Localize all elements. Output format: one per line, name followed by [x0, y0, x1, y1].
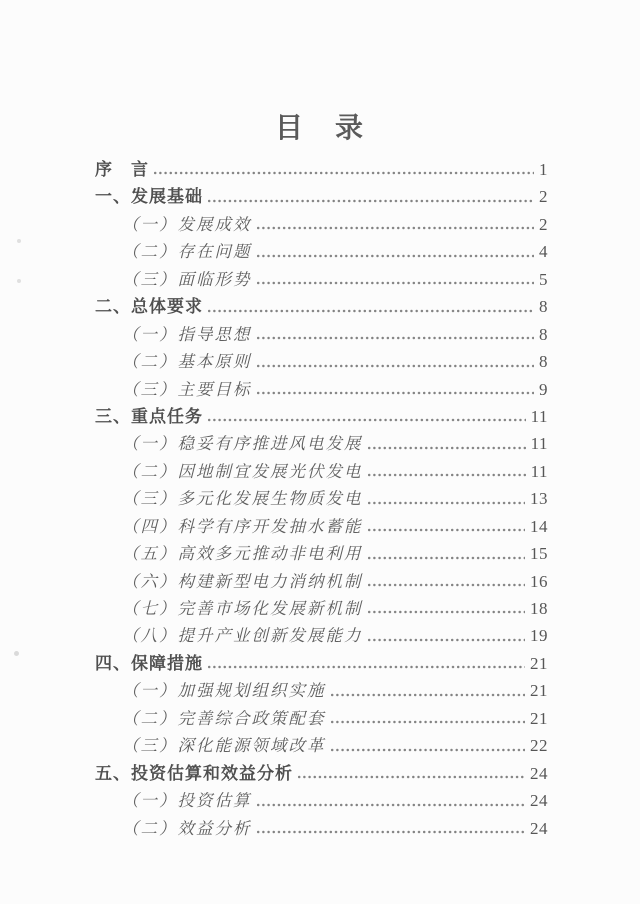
dot-leader-icon: [368, 473, 526, 477]
dot-leader-icon: [368, 556, 526, 560]
toc-entry-label: （三）主要目标: [122, 379, 252, 399]
toc-entry: [95, 595, 548, 622]
toc-entry-page-number: 18: [530, 599, 548, 618]
toc-entry: [95, 760, 548, 787]
scan-speck: [14, 651, 19, 656]
toc-entry-page-number: 2: [539, 214, 548, 234]
dot-leader-icon: [368, 501, 526, 505]
dot-leader-icon: [257, 336, 535, 340]
toc-entry-page-number: 15: [530, 544, 548, 564]
toc-entry-label: （一）指导思想: [122, 324, 252, 344]
toc-entry-label: （二）完善综合政策配套: [122, 708, 326, 728]
toc-entry: [95, 485, 548, 512]
toc-entry: [95, 376, 548, 403]
toc-entry-label: （二）因地制宜发展光伏发电: [122, 461, 363, 481]
toc-entry-page-number: 14: [530, 516, 548, 536]
dot-leader-icon: [298, 775, 525, 779]
toc-entry-page-number: 22: [530, 736, 548, 756]
toc-entry-label: （三）面临形势: [122, 269, 252, 289]
dot-leader-icon: [368, 446, 526, 450]
toc-entry-page-number: 13: [530, 489, 548, 509]
toc-entry-label: 三、重点任务: [95, 406, 203, 427]
toc-entry-label: （五）高效多元推动非电利用: [122, 544, 363, 564]
toc-entry: [95, 266, 548, 293]
toc-entry-page-number: 24: [530, 818, 548, 838]
toc-entry: [95, 650, 548, 677]
scan-speck: [17, 279, 21, 283]
toc-entry-label: （三）深化能源领域改革: [122, 736, 326, 756]
dot-leader-icon: [368, 583, 526, 587]
toc-entry: [95, 293, 548, 320]
toc-entry-page-number: 11: [530, 406, 548, 426]
toc-entry-page-number: 1: [539, 160, 548, 179]
toc-entry-page-number: 21: [530, 653, 548, 673]
toc-entry-page-number: 21: [530, 708, 548, 728]
toc-entry: [95, 705, 548, 732]
toc-entry-label: （一）加强规划组织实施: [122, 681, 326, 701]
toc-entry-label: 一、发展基础: [95, 187, 203, 208]
toc-entry-label: 五、投资估算和效益分析: [95, 763, 293, 784]
toc-entry-label: （二）基本原则: [122, 352, 252, 372]
dot-leader-icon: [208, 309, 534, 313]
dot-leader-icon: [257, 364, 535, 368]
toc-entry-label: 四、保障措施: [95, 653, 203, 674]
dot-leader-icon: [208, 199, 534, 203]
toc-entry: [95, 540, 548, 567]
toc-title: 目 录: [274, 111, 365, 144]
dot-leader-icon: [257, 226, 535, 230]
toc-entry: [95, 183, 548, 210]
toc-entry-label: （三）多元化发展生物质发电: [122, 489, 363, 509]
toc-entry-page-number: 5: [539, 269, 548, 289]
toc-entry-label: （二）效益分析: [122, 818, 252, 838]
toc-entry: [95, 321, 548, 348]
dot-leader-icon: [257, 830, 526, 834]
toc-entry-page-number: 8: [539, 352, 548, 372]
toc-entry: [95, 622, 548, 649]
dot-leader-icon: [368, 528, 526, 532]
toc-entry: [95, 568, 548, 595]
toc-list: [95, 156, 548, 842]
toc-entry: [95, 348, 548, 375]
toc-entry-page-number: 4: [539, 242, 548, 262]
toc-entry: [95, 238, 548, 265]
toc-entry: [95, 732, 548, 759]
dot-leader-icon: [154, 171, 534, 175]
toc-entry: [95, 787, 548, 814]
toc-entry-page-number: 9: [539, 379, 548, 399]
toc-entry: [95, 430, 548, 457]
dot-leader-icon: [257, 391, 535, 395]
dot-leader-icon: [257, 281, 535, 285]
toc-entry: [95, 815, 548, 842]
dot-leader-icon: [368, 610, 526, 614]
toc-entry: [95, 677, 548, 704]
toc-entry-page-number: 8: [539, 297, 548, 317]
toc-entry-label: （一）投资估算: [122, 791, 252, 811]
dot-leader-icon: [331, 693, 526, 697]
toc-entry-page-number: 16: [530, 571, 548, 591]
dot-leader-icon: [257, 803, 526, 807]
toc-entry: [95, 156, 548, 183]
toc-entry-page-number: 19: [530, 626, 548, 646]
toc-entry-page-number: 24: [530, 791, 548, 811]
dot-leader-icon: [368, 638, 526, 642]
dot-leader-icon: [257, 254, 535, 258]
toc-entry-label: 序 言: [95, 160, 149, 180]
toc-entry-label: 二、总体要求: [95, 297, 203, 318]
toc-entry-label: （八）提升产业创新发展能力: [122, 626, 363, 646]
toc-entry-label: （七）完善市场化发展新机制: [122, 599, 363, 618]
dot-leader-icon: [331, 720, 526, 724]
toc-entry-label: （二）存在问题: [122, 242, 252, 262]
scan-speck: [17, 239, 21, 243]
dot-leader-icon: [208, 665, 525, 669]
toc-entry-page-number: 2: [539, 187, 548, 207]
toc-entry-label: （一）发展成效: [122, 214, 252, 234]
toc-entry: [95, 211, 548, 238]
toc-entry-label: （六）构建新型电力消纳机制: [122, 571, 363, 591]
toc-entry-label: （一）稳妥有序推进风电发展: [122, 434, 363, 454]
toc-entry: [95, 403, 548, 430]
toc-entry-page-number: 8: [539, 324, 548, 344]
dot-leader-icon: [208, 418, 526, 422]
dot-leader-icon: [331, 748, 526, 752]
toc-entry-label: （四）科学有序开发抽水蓄能: [122, 516, 363, 536]
toc-entry-page-number: 24: [530, 763, 548, 783]
toc-entry: [95, 513, 548, 540]
toc-entry-page-number: 11: [530, 461, 548, 481]
toc-entry: [95, 458, 548, 485]
toc-entry-page-number: 21: [530, 681, 548, 701]
toc-entry-page-number: 11: [530, 434, 548, 454]
